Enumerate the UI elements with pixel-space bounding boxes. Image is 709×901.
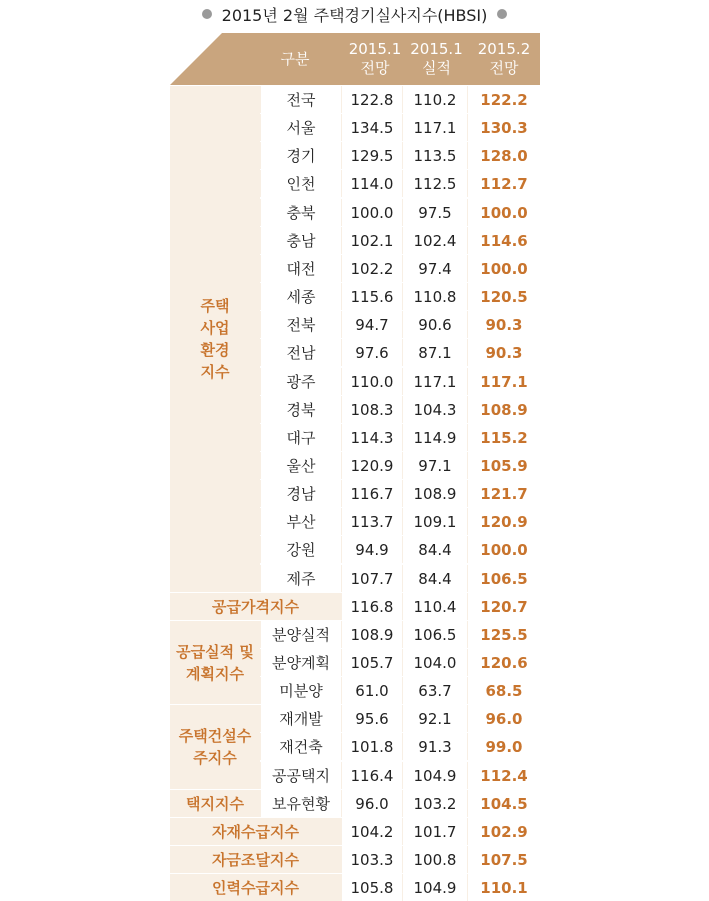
header-col1-line1: 2015.1 <box>348 40 402 58</box>
value-cell: 100.0 <box>342 199 402 226</box>
value-cell: 122.2 <box>468 86 540 113</box>
value-cell: 105.9 <box>468 452 540 479</box>
row-name: 경북 <box>261 396 341 423</box>
table-title <box>0 0 709 28</box>
value-cell: 102.1 <box>342 227 402 254</box>
value-cell: 117.1 <box>403 114 467 141</box>
header-col3-line1: 2015.2 <box>477 40 531 58</box>
row-name: 세종 <box>261 283 341 310</box>
value-cell: 108.3 <box>342 396 402 423</box>
value-cell: 121.7 <box>468 480 540 507</box>
value-cell: 109.1 <box>403 508 467 535</box>
value-cell: 115.6 <box>342 283 402 310</box>
value-cell: 110.1 <box>468 874 540 901</box>
value-cell: 120.7 <box>468 593 540 620</box>
value-cell: 134.5 <box>342 114 402 141</box>
value-cell: 128.0 <box>468 142 540 169</box>
value-cell: 84.4 <box>403 536 467 563</box>
value-cell: 120.9 <box>468 508 540 535</box>
group-housing-order: 주택건설수 주지수 <box>170 705 260 789</box>
row-name: 분양계획 <box>261 649 341 676</box>
value-cell: 96.0 <box>342 790 402 817</box>
value-cell: 104.9 <box>403 762 467 789</box>
header-col2-line2: 실적 <box>422 59 451 77</box>
value-cell: 90.6 <box>403 311 467 338</box>
value-cell: 101.7 <box>403 818 467 845</box>
value-cell: 107.5 <box>468 846 540 873</box>
value-cell: 113.5 <box>403 142 467 169</box>
value-cell: 101.8 <box>342 733 402 760</box>
row-name: 울산 <box>261 452 341 479</box>
row-name: 전북 <box>261 311 341 338</box>
row-name: 미분양 <box>261 677 341 704</box>
value-cell: 102.2 <box>342 255 402 282</box>
header-category <box>245 33 345 85</box>
row-name: 충남 <box>261 227 341 254</box>
value-cell: 113.7 <box>342 508 402 535</box>
row-label: 공급가격지수 <box>170 593 341 620</box>
value-cell: 102.9 <box>468 818 540 845</box>
row-name: 전국 <box>261 86 341 113</box>
row-name: 경남 <box>261 480 341 507</box>
row-label: 자금조달지수 <box>170 846 341 873</box>
row-name: 대구 <box>261 424 341 451</box>
value-cell: 120.9 <box>342 452 402 479</box>
value-cell: 96.0 <box>468 705 540 732</box>
value-cell: 114.6 <box>468 227 540 254</box>
value-cell: 104.3 <box>403 396 467 423</box>
value-cell: 114.3 <box>342 424 402 451</box>
row-label: 자재수급지수 <box>170 818 341 845</box>
value-cell: 94.9 <box>342 536 402 563</box>
value-cell: 117.1 <box>468 368 540 395</box>
row-name: 서울 <box>261 114 341 141</box>
value-cell: 116.8 <box>342 593 402 620</box>
row-name: 대전 <box>261 255 341 282</box>
value-cell: 103.2 <box>403 790 467 817</box>
value-cell: 129.5 <box>342 142 402 169</box>
header-col3-line2: 전망 <box>489 59 519 77</box>
value-cell: 108.9 <box>403 480 467 507</box>
row-name: 분양실적 <box>261 621 341 648</box>
value-cell: 125.5 <box>468 621 540 648</box>
value-cell: 110.4 <box>403 593 467 620</box>
value-cell: 91.3 <box>403 733 467 760</box>
header-col2 <box>405 33 468 85</box>
value-cell: 104.2 <box>342 818 402 845</box>
value-cell: 110.2 <box>403 86 467 113</box>
row-name: 인천 <box>261 170 341 197</box>
row-name: 경기 <box>261 142 341 169</box>
group-supply-perf: 공급실적 및 계획지수 <box>170 621 260 704</box>
title-text: 2015년 2월 주택경기실사지수(HBSI) <box>221 5 488 25</box>
row-name: 광주 <box>261 368 341 395</box>
table-header <box>170 33 540 85</box>
value-cell: 90.3 <box>468 311 540 338</box>
value-cell: 106.5 <box>403 621 467 648</box>
value-cell: 61.0 <box>342 677 402 704</box>
value-cell: 63.7 <box>403 677 467 704</box>
value-cell: 114.0 <box>342 170 402 197</box>
value-cell: 106.5 <box>468 565 540 592</box>
bullet-dot-icon <box>497 9 507 19</box>
value-cell: 97.4 <box>403 255 467 282</box>
value-cell: 100.0 <box>468 199 540 226</box>
header-col2-line1: 2015.1 <box>410 40 463 58</box>
value-cell: 97.1 <box>403 452 467 479</box>
value-cell: 90.3 <box>468 339 540 366</box>
value-cell: 120.6 <box>468 649 540 676</box>
value-cell: 104.9 <box>403 874 467 901</box>
value-cell: 94.7 <box>342 311 402 338</box>
header-category-label: 구분 <box>280 49 310 68</box>
value-cell: 104.5 <box>468 790 540 817</box>
value-cell: 84.4 <box>403 565 467 592</box>
value-cell: 97.6 <box>342 339 402 366</box>
row-name: 전남 <box>261 339 341 366</box>
value-cell: 107.7 <box>342 565 402 592</box>
value-cell: 112.4 <box>468 762 540 789</box>
group-housing-env: 주택 사업 환경 지수 <box>170 86 260 592</box>
value-cell: 112.7 <box>468 170 540 197</box>
header-col1 <box>345 33 405 85</box>
value-cell: 110.0 <box>342 368 402 395</box>
row-name: 제주 <box>261 565 341 592</box>
value-cell: 120.5 <box>468 283 540 310</box>
value-cell: 68.5 <box>468 677 540 704</box>
value-cell: 92.1 <box>403 705 467 732</box>
value-cell: 105.7 <box>342 649 402 676</box>
row-name: 보유현황 <box>261 790 341 817</box>
header-col3 <box>468 33 540 85</box>
value-cell: 130.3 <box>468 114 540 141</box>
value-cell: 112.5 <box>403 170 467 197</box>
value-cell: 95.6 <box>342 705 402 732</box>
value-cell: 102.4 <box>403 227 467 254</box>
row-name: 재건축 <box>261 733 341 760</box>
row-name: 충북 <box>261 199 341 226</box>
row-name: 재개발 <box>261 705 341 732</box>
group-land: 택지지수 <box>170 790 260 817</box>
value-cell: 117.1 <box>403 368 467 395</box>
value-cell: 87.1 <box>403 339 467 366</box>
header-col1-line2: 전망 <box>360 59 390 77</box>
value-cell: 100.0 <box>468 255 540 282</box>
value-cell: 110.8 <box>403 283 467 310</box>
value-cell: 97.5 <box>403 199 467 226</box>
value-cell: 100.0 <box>468 536 540 563</box>
row-name: 공공택지 <box>261 762 341 789</box>
value-cell: 103.3 <box>342 846 402 873</box>
value-cell: 99.0 <box>468 733 540 760</box>
value-cell: 122.8 <box>342 86 402 113</box>
value-cell: 104.0 <box>403 649 467 676</box>
value-cell: 116.4 <box>342 762 402 789</box>
value-cell: 105.8 <box>342 874 402 901</box>
value-cell: 108.9 <box>342 621 402 648</box>
value-cell: 114.9 <box>403 424 467 451</box>
row-name: 부산 <box>261 508 341 535</box>
value-cell: 108.9 <box>468 396 540 423</box>
bullet-dot-icon <box>202 9 212 19</box>
value-cell: 116.7 <box>342 480 402 507</box>
row-label: 인력수급지수 <box>170 874 341 901</box>
value-cell: 100.8 <box>403 846 467 873</box>
row-name: 강원 <box>261 536 341 563</box>
value-cell: 115.2 <box>468 424 540 451</box>
